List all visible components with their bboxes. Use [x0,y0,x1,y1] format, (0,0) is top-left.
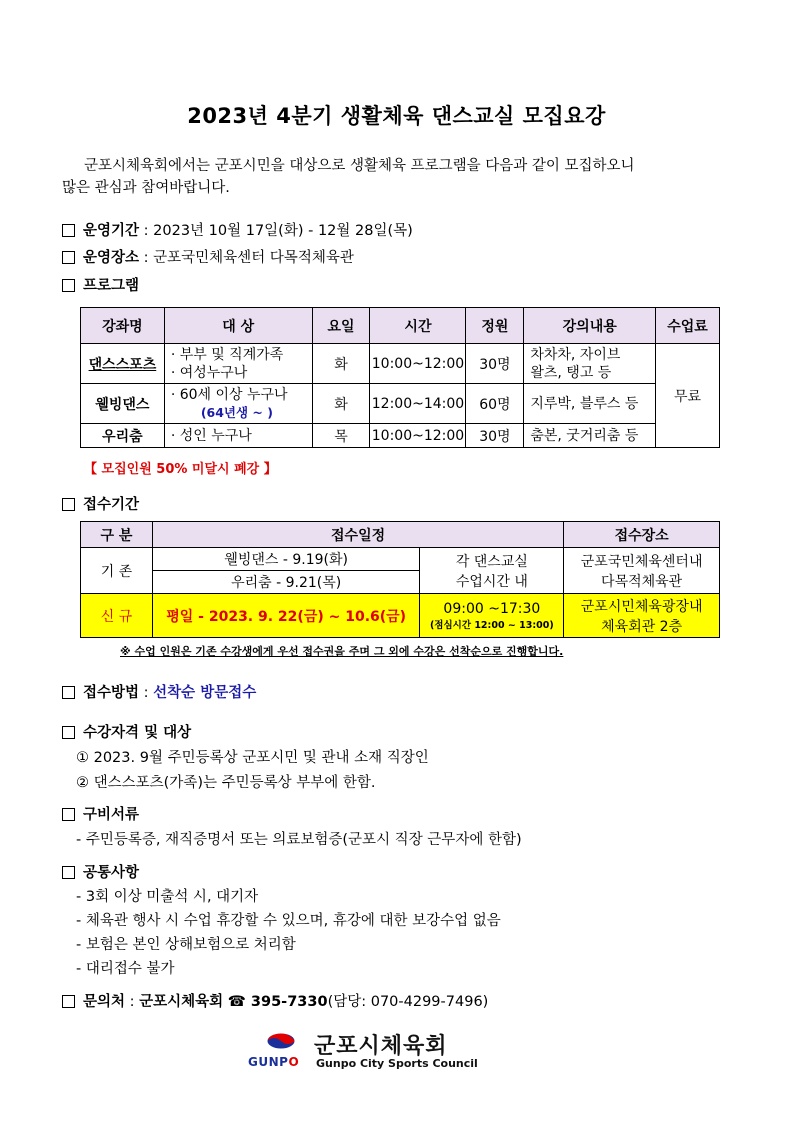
row-label-existing: 기 존 [81,548,153,594]
header-cell: 구 분 [81,522,153,548]
checkbox-icon [62,808,75,821]
target-line: · 부부 및 직계가족 [170,346,284,363]
period-label: 운영기간 [83,223,140,239]
new-place [564,594,720,638]
course-fee: 무료 [656,344,720,448]
checkbox-icon [62,251,75,264]
section-program [62,274,139,295]
contact-phone: ☎ 395-7330 [227,994,328,1010]
header-cell: 대 상 [164,308,312,344]
reception-note: ※ 수업 인원은 기존 수강생에게 우선 접수권을 주며 그 외에 수강은 선착순으로 진행합니다. [120,645,564,658]
header-cell: 강좌명 [81,308,165,344]
section-venue: 운영장소 : 군포국민체육센터 다목적체육관 [62,246,354,267]
header-cell: 정원 [466,308,524,344]
reception-label: 접수기간 [83,497,140,513]
header-cell: 강의내용 [524,308,656,344]
course-capacity: 30명 [466,424,524,448]
target-line: · 60세 이상 누구나 [170,386,288,403]
list-item: - 3회 이상 미출석 시, 대기자 [76,889,259,905]
table-row [81,384,720,424]
course-time: 12:00~14:00 [370,384,466,424]
row-label-new: 신 규 [81,594,153,638]
header-cell: 수업료 [656,308,720,344]
time-line: 수업시간 내 [455,573,528,590]
section-common [62,861,139,882]
table-row [81,424,720,448]
existing-date: 우리춤 - 9.21(목) [152,571,420,594]
course-time: 10:00~12:00 [370,344,466,384]
new-date: 평일 - 2023. 9. 22(금) ~ 10.6(금) [152,594,420,638]
method-value: 선착순 방문접수 [153,685,257,701]
eligibility-label: 수강자격 및 대상 [83,725,192,741]
section-method: 접수방법 : 선착순 방문접수 [62,681,256,702]
course-name: 우리춤 [81,424,165,448]
intro-text [62,155,730,199]
time-line: 09:00 ~17:30 [443,600,541,617]
table-row [81,594,720,638]
section-documents [62,803,139,824]
logo-gunpo-a: GUNP [248,1055,289,1069]
header-cell: 접수장소 [564,522,720,548]
course-target [164,384,312,424]
list-item: - 대리접수 불가 [76,961,175,977]
place-line: 체육회관 2층 [601,618,683,635]
header-cell: 접수일정 [152,522,563,548]
lunch-line: (점심시간 12:00 ~ 13:00) [429,619,554,631]
time-line: 각 댄스교실 [455,553,528,570]
contact-label: 문의처 [83,994,126,1010]
program-label: 프로그램 [83,278,140,294]
existing-date: 웰빙댄스 - 9.19(화) [152,548,420,571]
logo-english-name: Gunpo City Sports Council [316,1057,478,1070]
page-title: 2023년 4분기 생활체육 댄스교실 모집요강 [187,104,606,128]
section-contact: 문의처 : 군포시체육회 ☎ 395-7330(담당: 070-4299-7496) [62,990,488,1011]
existing-place [564,548,720,594]
list-item: - 보험은 본인 상해보험으로 처리함 [76,937,296,953]
checkbox-icon [62,498,75,511]
course-target: · 성인 누구나 [164,424,312,448]
closing-warning: 【 모집인원 50% 미달시 폐강 】 [84,462,277,477]
new-time [420,594,564,638]
course-content: 춤본, 굿거리춤 등 [524,424,656,448]
logo-gunpo-b: O [288,1055,300,1069]
content-line: 차차차, 자이브 [530,346,621,363]
section-period: 운영기간 : 2023년 10월 17일(화) - 12월 28일(목) [62,219,413,240]
table-row [81,344,720,384]
intro-line-1: 군포시체육회에서는 군포시민을 대상으로 생활체육 프로그램을 다음과 같이 모집하오니 [84,158,635,174]
course-day: 목 [312,424,370,448]
contact-org: 군포시체육회 [139,994,224,1010]
list-item: - 주민등록증, 재직증명서 또는 의료보험증(군포시 직장 근무자에 한함) [76,832,522,848]
org-logo [244,1026,544,1074]
course-day: 화 [312,384,370,424]
logo-korean-name: 군포시체육회 [314,1034,448,1059]
course-name: 댄스스포츠 [81,344,165,384]
course-capacity: 60명 [466,384,524,424]
checkbox-icon [62,279,75,292]
list-item: ① 2023. 9월 주민등록상 군포시민 및 관내 소재 직장인 [76,750,429,766]
existing-time [420,548,564,594]
venue-value: 군포국민체육센터 다목적체육관 [153,250,354,266]
documents-label: 구비서류 [83,807,140,823]
place-line: 다목적체육관 [601,573,683,590]
checkbox-icon [62,224,75,237]
checkbox-icon [62,726,75,739]
checkbox-icon [62,686,75,699]
course-time: 10:00~12:00 [370,424,466,448]
target-line: (64년생 ~ ) [200,404,273,420]
header-cell: 시간 [370,308,466,344]
course-content [524,344,656,384]
taeguk-emblem-icon [266,1032,296,1050]
list-item: ② 댄스스포츠(가족)는 주민등록상 부부에 한함. [76,775,376,791]
section-reception [62,493,139,514]
table-row [81,548,720,571]
course-capacity: 30명 [466,344,524,384]
method-label: 접수방법 [83,685,140,701]
reception-header-row [81,522,720,548]
header-cell: 요일 [312,308,370,344]
section-eligibility [62,721,191,742]
content-line: 왈츠, 탱고 등 [530,364,612,381]
target-line: · 여성누구나 [170,364,248,381]
checkbox-icon [62,995,75,1008]
course-name: 웰빙댄스 [81,384,165,424]
logo-gunpo-text [248,1055,299,1069]
course-content: 지루박, 블루스 등 [524,384,656,424]
intro-line-2: 많은 관심과 참여바랍니다. [62,180,230,196]
contact-extra: (담당: 070-4299-7496) [327,994,489,1010]
course-target [164,344,312,384]
program-table [80,307,720,448]
place-line: 군포시민체육광장내 [580,598,703,615]
period-value: 2023년 10월 17일(화) - 12월 28일(목) [153,223,413,239]
course-day: 화 [312,344,370,384]
program-header-row [81,308,720,344]
place-line: 군포국민체육센터내 [580,553,703,570]
venue-label: 운영장소 [83,250,140,266]
reception-table [80,521,720,638]
list-item: - 체육관 행사 시 수업 휴강할 수 있으며, 휴강에 대한 보강수업 없음 [76,913,501,929]
checkbox-icon [62,866,75,879]
common-label: 공통사항 [83,865,140,881]
